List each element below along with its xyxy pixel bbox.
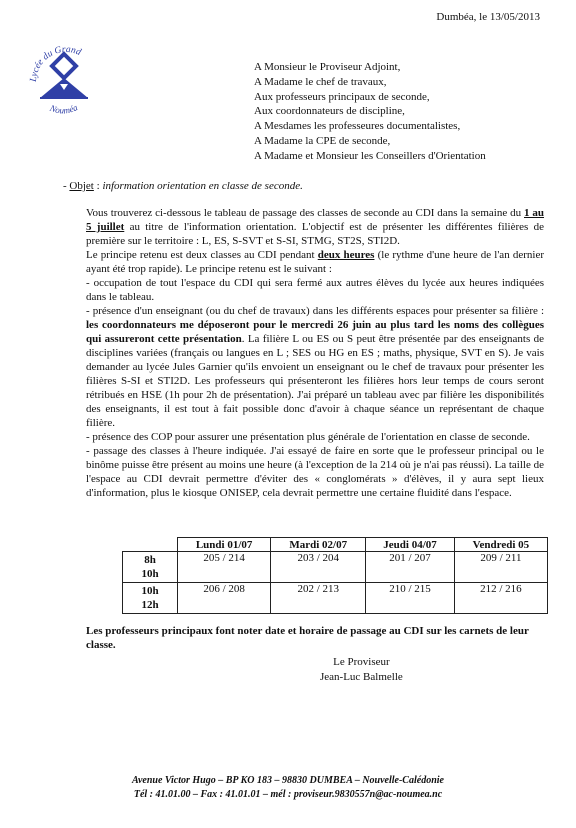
table-cell: 201 / 207 bbox=[366, 552, 455, 583]
table-row bbox=[123, 552, 548, 583]
table-cell: 209 / 211 bbox=[454, 552, 547, 583]
body-paragraph: Vous trouverez ci-dessous le tableau de passage des classes de seconde au CDI dans la semaine du 1 au 5 juillet au titre de l'information orientation. L'objectif est de présenter les différentes filières de première sur le territoire : L, ES, S-SVT et S-SI, STMG, ST2S, STI2D. bbox=[86, 207, 545, 247]
table-corner bbox=[123, 538, 178, 552]
table-cell: 203 / 204 bbox=[271, 552, 366, 583]
body-paragraph: - passage des classes à l'heure indiquée. J'ai essayé de faire en sorte que le professeur principal ou le binôme puisse être présent au moins une heure (à l'exception de la 214 où je n'ai pas réussi). La taille de l'espace au CDI devrait permettre d'éviter des « conglomérats » d'élèves, il y aura sept lieux d'information, plus le kiosque ONISEP, cela devrait permettre une certaine fluidité dans l'espace. bbox=[86, 445, 544, 499]
week-dates: 1 au 5 juillet bbox=[86, 207, 545, 233]
column-header: Mardi 02/07 bbox=[271, 538, 366, 552]
logo-bottom-text: Nouméa bbox=[48, 102, 80, 116]
subject-label: Objet bbox=[69, 180, 94, 192]
signatory-title: Le Proviseur bbox=[333, 656, 390, 668]
letter-body bbox=[86, 206, 544, 500]
recipient-line: A Madame la CPE de seconde, bbox=[254, 134, 391, 147]
place-date: Dumbéa, le 13/05/2013 bbox=[436, 11, 540, 23]
recipient-line: A Monsieur le Proviseur Adjoint, bbox=[254, 61, 401, 73]
subject-prefix: - bbox=[63, 180, 70, 192]
body-paragraph: - occupation de tout l'espace du CDI qui sera fermé aux autres élèves du lycée aux heures indiquées dans le tableau. bbox=[86, 277, 544, 303]
school-logo bbox=[24, 30, 102, 122]
column-header: Lundi 01/07 bbox=[178, 538, 271, 552]
table-cell: 210 / 215 bbox=[366, 583, 455, 614]
table-cell: 212 / 216 bbox=[454, 583, 547, 614]
schedule-table bbox=[122, 537, 548, 614]
recipients-list bbox=[254, 60, 486, 164]
svg-text:Nouméa bbox=[48, 102, 80, 116]
column-header: Vendredi 05 bbox=[454, 538, 547, 552]
body-paragraph: - présence d'un enseignant (ou du chef de travaux) dans les différents espaces pour présenter sa filière : les coordonnateurs me déposeront pour le mercredi 26 juin au plus tard les noms des collègues qui assureront cette présentation. La filière L ou ES ou S peut être présentée par des enseignants de disciplines variées (français ou langues en L ; SES ou HG en ES ; maths, physique, SVT en S). Je vais demander au lycée Jules Garnier qu'ils envoient un enseignant ou le chef de travaux pour présenter les filières S-SI et STI2D. Les professeurs qui présenteront les filières hors leur temps de cours seront rétribués en HSE (1h pour 2h de présentation). J'ai préparé un tableau avec par filière les disponibilités des enseignants, il est tout à fait possible donc d'avoir à chaque séance un représentant de chaque filière. bbox=[86, 305, 544, 429]
table-cell: 202 / 213 bbox=[271, 583, 366, 614]
table-header-row bbox=[123, 538, 548, 552]
recipient-line: Aux coordonnateurs de discipline, bbox=[254, 105, 405, 118]
recipient-line: A Madame le chef de travaux, bbox=[254, 75, 387, 88]
recipient-line: A Mesdames les professeures documentalistes, bbox=[254, 120, 461, 133]
time-slot: 10h 12h bbox=[123, 583, 178, 614]
letterhead-footer bbox=[0, 774, 576, 802]
recipient-line: A Madame et Monsieur les Conseillers d'Orientation bbox=[254, 149, 486, 162]
signature-block bbox=[320, 655, 403, 685]
body-paragraph: Le principe retenu est deux classes au CDI pendant deux heures (le rythme d'une heure de l'an dernier ayant été trop rapide). Le principe retenu est le suivant : bbox=[86, 249, 544, 275]
column-header: Jeudi 04/07 bbox=[366, 538, 455, 552]
time-slot: 8h 10h bbox=[123, 552, 178, 583]
recipient-line: Aux professeurs principaux de seconde, bbox=[254, 90, 430, 103]
table-cell: 205 / 214 bbox=[178, 552, 271, 583]
signatory-name: Jean-Luc Balmelle bbox=[320, 671, 403, 683]
subject-colon: : bbox=[93, 180, 103, 192]
footer-address: Avenue Victor Hugo – BP KO 183 – 98830 DUMBEA – Nouvelle-Calédonie bbox=[132, 775, 444, 786]
table-row bbox=[123, 583, 548, 614]
subject-text: information orientation en classe de seconde. bbox=[102, 180, 303, 192]
subject-line bbox=[63, 180, 303, 192]
table-cell: 206 / 208 bbox=[178, 583, 271, 614]
logo-diamond-shape bbox=[52, 54, 76, 78]
body-paragraph: - présence des COP pour assurer une présentation plus générale de l'orientation en classe de seconde. bbox=[86, 431, 530, 443]
deadline-highlight: les coordonnateurs me déposeront pour le mercredi 26 juin au plus tard les noms des collègues qui assureront cette présentation bbox=[86, 319, 544, 345]
closing-note: Les professeurs principaux font noter date et horaire de passage au CDI sur les carnets de leur classe. bbox=[86, 625, 529, 651]
logo-top-text: Lycée du Grand bbox=[28, 44, 83, 83]
duration-highlight: deux heures bbox=[317, 249, 375, 261]
footer-contact: Tél : 41.01.00 – Fax : 41.01.01 – mél : proviseur.9830557n@ac-noumea.nc bbox=[133, 789, 443, 800]
